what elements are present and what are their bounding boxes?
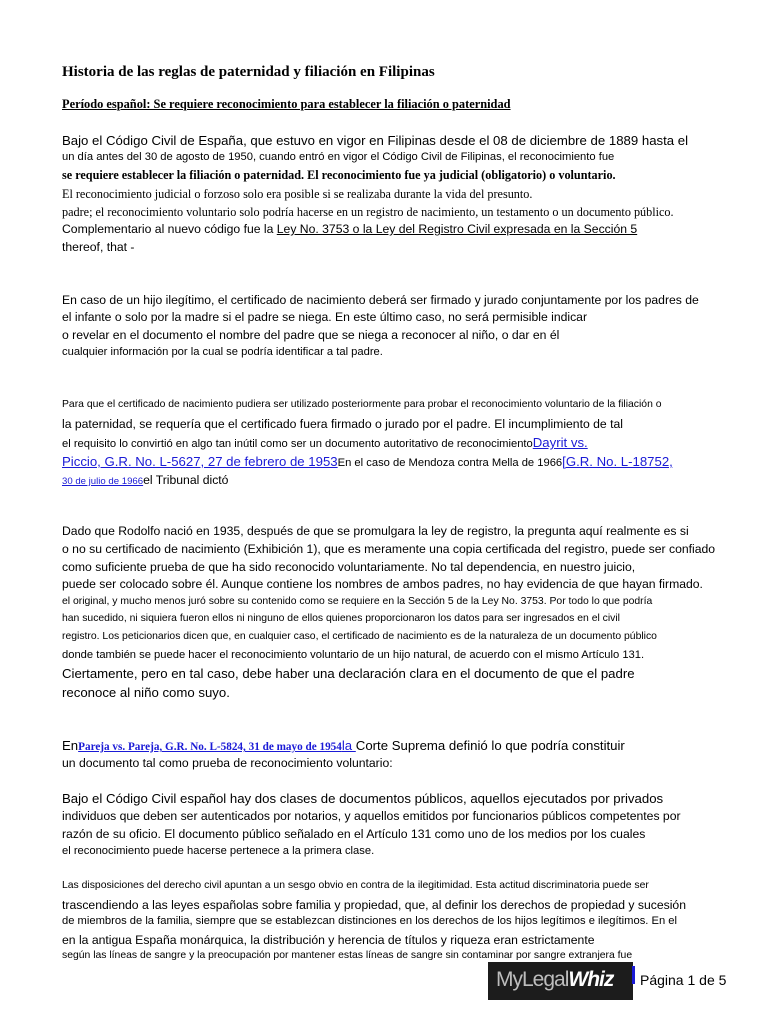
case-link-mendoza[interactable]: [G.R. No. L-18752, (562, 454, 673, 469)
paragraph-line: reconoce al niño como suyo. (62, 685, 230, 700)
paragraph-line: padre; el reconocimiento voluntario solo podría hacerse en un registro de nacimiento, un testamento o un documento público. (62, 205, 674, 219)
page-number: Página 1 de 5 (640, 972, 727, 988)
paragraph-line: se requiere establecer la filiación o paternidad. El reconocimiento fue ya judicial (obligatorio) o voluntario. (62, 168, 616, 182)
paragraph-line: según las líneas de sangre y la preocupación por mantener estas líneas de sangre sin contaminar por sangre extranjera fue (62, 950, 633, 961)
text-span: En el caso de Mendoza contra Mella de 1966 (337, 457, 563, 469)
mylegalwhiz-logo[interactable] (488, 962, 633, 1000)
paragraph-line: registro. Los peticionarios dicen que, en cualquier caso, el certificado de nacimiento es de la naturaleza de un documento público (62, 631, 657, 642)
section-subtitle (62, 97, 511, 112)
text-span: el requisito lo convirtió en algo tan inútil como ser un documento autoritativo de reconocimiento (62, 438, 533, 450)
logo-wordmark (496, 968, 613, 992)
paragraph-line: trascendiendo a las leyes españolas sobre familia y propiedad, que, al definir los derechos de propiedad y sucesión (62, 898, 686, 912)
text-span: Corte Suprema definió lo que podría constituir (355, 738, 625, 753)
paragraph-line (62, 738, 625, 753)
paragraph-line: cualquier información por la cual se podría identificar a tal padre. (62, 346, 383, 358)
text-span: Complementario al nuevo código fue la (62, 222, 277, 236)
paragraph-line: En caso de un hijo ilegítimo, el certificado de nacimiento deberá ser firmado y jurado conjuntamente por los padres de (62, 293, 699, 307)
text-span: la (341, 738, 356, 753)
paragraph-line: un documento tal como prueba de reconocimiento voluntario: (62, 756, 393, 770)
paragraph-line: en la antigua España monárquica, la distribución y herencia de títulos y riqueza eran estrictamente (62, 933, 595, 947)
paragraph-line (62, 222, 637, 236)
paragraph-line: el reconocimiento puede hacerse pertenece a la primera clase. (62, 845, 375, 857)
case-link-dayrit[interactable]: Dayrit vs. (532, 435, 588, 450)
paragraph-line: como suficiente prueba de que ha sido reconocido voluntariamente. No tal dependencia, en nuestro juicio, (62, 560, 636, 574)
paragraph-line: thereof, that - (62, 240, 135, 254)
text-span: En (62, 738, 79, 753)
paragraph-line: donde también se puede hacer el reconocimiento voluntario de un hijo natural, de acuerdo con el mismo Artículo 131. (62, 649, 645, 661)
case-date-link[interactable]: 30 de julio de 1966 (62, 476, 144, 487)
paragraph-line: la paternidad, se requería que el certificado fuera firmado o jurado por el padre. El incumplimiento de tal (62, 417, 623, 431)
logo-part-2: Whiz (568, 968, 614, 991)
paragraph-line: un día antes del 30 de agosto de 1950, cuando entró en vigor el Código Civil de Filipinas, el reconocimiento fue (62, 151, 615, 163)
logo-accent-bar (632, 966, 635, 984)
text-span: el Tribunal dictó (143, 473, 229, 487)
paragraph-line: el original, y mucho menos juró sobre su contenido como se requiere en la Sección 5 de la Ley No. 3753. Por todo lo que podría (62, 596, 653, 607)
paragraph-line: razón de su oficio. El documento público señalado en el Artículo 131 como uno de los medios por los cuales (62, 827, 646, 841)
paragraph-line: Ciertamente, pero en tal caso, debe haber una declaración clara en el documento de que el padre (62, 666, 635, 681)
document-title: Historia de las reglas de paternidad y filiación en Filipinas (62, 64, 435, 80)
paragraph-line: El reconocimiento judicial o forzoso solo era posible si se realizaba durante la vida del presunto. (62, 187, 533, 201)
paragraph-line: puede ser colocado sobre él. Aunque contiene los nombres de ambos padres, no hay evidencia de que hayan firmado. (62, 577, 703, 591)
paragraph-line: o revelar en el documento el nombre del padre que se niega a reconocer al niño, o dar en él (62, 328, 560, 342)
paragraph-line: el infante o solo por la madre si el padre se niega. En este último caso, no será permisible indicar (62, 310, 588, 324)
paragraph-line: Las disposiciones del derecho civil apuntan a un sesgo obvio en contra de la ilegitimidad. Esta actitud discriminatoria puede ser (62, 880, 649, 891)
paragraph-line: han sucedido, ni siquiera fueron ellos ni ninguno de ellos quienes proporcionaron los datos para ser ingresados en el civil (62, 613, 620, 624)
paragraph-line (62, 453, 673, 471)
paragraph-line (62, 435, 588, 450)
paragraph-line: Bajo el Código Civil español hay dos clases de documentos públicos, aquellos ejecutados por privados (62, 791, 664, 806)
paragraph-line: o no su certificado de nacimiento (Exhibición 1), que es meramente una copia certificada del registro, puede ser confiado (62, 542, 716, 556)
logo-part-1: MyLegal (496, 968, 569, 991)
section-subtitle-text: Período español: Se requiere reconocimiento para establecer la filiación o paternidad (62, 97, 511, 111)
paragraph-line (62, 471, 228, 489)
paragraph-line: Para que el certificado de nacimiento pudiera ser utilizado posteriormente para probar el reconocimiento voluntario de la filiación o (62, 399, 662, 410)
case-link-pareja[interactable]: Pareja vs. Pareja, G.R. No. L-5824, 31 de mayo de 1954 (78, 741, 342, 753)
case-link-piccio[interactable]: Piccio, G.R. No. L-5627, 27 de febrero de 1953 (62, 454, 338, 469)
paragraph-line: Dado que Rodolfo nació en 1935, después de que se promulgara la ley de registro, la pregunta aquí realmente es si (62, 524, 689, 538)
law-reference: Ley No. 3753 o la Ley del Registro Civil expresada en la Sección 5 (276, 222, 638, 236)
paragraph-line: de miembros de la familia, siempre que se establezcan distinciones en los derechos de los hijos legítimos e ilegítimos. En el (62, 915, 678, 927)
paragraph-line: individuos que deben ser autenticados por notarios, y aquellos emitidos por funcionarios públicos competentes por (62, 809, 681, 823)
paragraph-line: Bajo el Código Civil de España, que estuvo en vigor en Filipinas desde el 08 de diciembre de 1889 hasta el (62, 133, 689, 148)
